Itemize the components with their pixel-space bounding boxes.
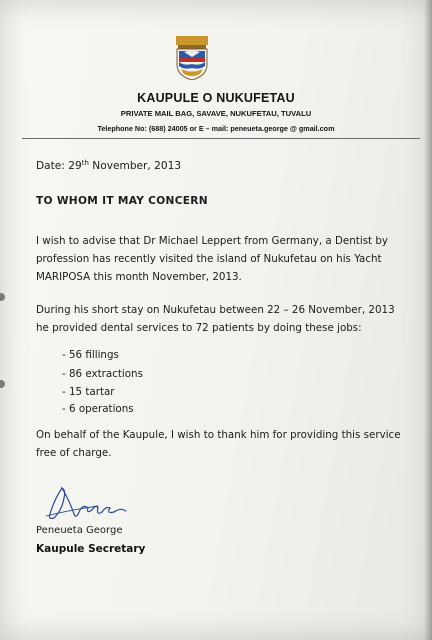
date-prefix: Date: 29 — [36, 160, 82, 172]
job-item: - 86 extractions — [62, 368, 143, 380]
date-ordinal: th — [81, 159, 89, 167]
paragraph-2 — [36, 301, 395, 337]
signer-name: Peneueta George — [36, 525, 123, 536]
letterhead-telephone: Telephone No: (688) 24005 or E – mail: peneueta.george @ gmail.com — [97, 124, 335, 133]
letter-date — [36, 157, 181, 175]
coat-of-arms-icon — [174, 36, 210, 80]
paragraph-line: MARIPOSA this month November, 2013. — [36, 271, 242, 283]
paragraph-1 — [36, 232, 388, 286]
header-divider — [22, 138, 420, 139]
paragraph-line: During his short stay on Nukufetau between 22 – 26 November, 2013 — [36, 304, 395, 316]
paragraph-line: free of charge. — [36, 447, 112, 459]
handwritten-signature — [40, 480, 140, 530]
date-rest: November, 2013 — [88, 160, 182, 172]
signer-title: Kaupule Secretary — [36, 543, 146, 555]
paragraph-line: profession has recently visited the island of Nukufetau on his Yacht — [36, 253, 382, 265]
paragraph-line: On behalf of the Kaupule, I wish to thank him for providing this service — [36, 429, 401, 441]
job-item: - 56 fillings — [62, 349, 119, 361]
paragraph-3 — [36, 426, 401, 462]
letterhead-title: KAUPULE O NUKUFETAU — [137, 91, 295, 105]
paragraph-line: he provided dental services to 72 patients by doing these jobs: — [36, 322, 362, 334]
letterhead-address: PRIVATE MAIL BAG, SAVAVE, NUKUFETAU, TUVALU — [120, 109, 312, 118]
job-item: - 6 operations — [62, 403, 134, 415]
job-item: - 15 tartar — [62, 386, 115, 398]
salutation: TO WHOM IT MAY CONCERN — [36, 195, 208, 207]
punch-hole — [0, 293, 5, 301]
paragraph-line: I wish to advise that Dr Michael Leppert from Germany, a Dentist by — [36, 235, 388, 247]
punch-hole — [0, 380, 5, 388]
